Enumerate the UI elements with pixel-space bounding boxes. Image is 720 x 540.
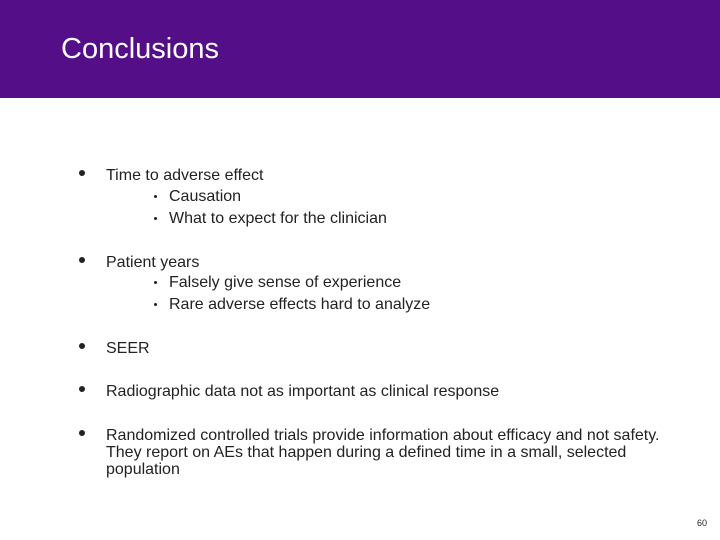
bullet-text: SEER [106, 340, 150, 357]
slide-title: Conclusions [61, 33, 219, 65]
page-number: 60 [696, 518, 707, 528]
bullet-dot-icon [79, 386, 85, 392]
bullet-text: Patient years [106, 254, 200, 271]
bullet-dot-icon [79, 170, 85, 176]
sub-bullet-dot-icon [154, 217, 157, 220]
sub-bullet-text: Causation [169, 188, 242, 205]
sub-bullet-dot-icon [154, 195, 157, 198]
bullet-dot-icon [79, 430, 85, 436]
sub-bullet-text: What to expect for the clinician [169, 210, 387, 227]
bullet-dot-icon [79, 257, 85, 263]
sub-bullet-text: Falsely give sense of experience [169, 274, 402, 291]
bullet-text: Time to adverse effect [106, 167, 264, 184]
bullet-text: Radiographic data not as important as clinical response [106, 383, 500, 400]
bullet-text: Randomized controlled trials provide information about efficacy and not safety. They report on AEs that happen during a defined time in a small, selected population [106, 427, 660, 478]
sub-bullet-dot-icon [154, 281, 157, 284]
bullet-dot-icon [79, 343, 85, 349]
slide-header [0, 0, 720, 98]
sub-bullet-text: Rare adverse effects hard to analyze [169, 296, 431, 313]
sub-bullet-dot-icon [154, 303, 157, 306]
